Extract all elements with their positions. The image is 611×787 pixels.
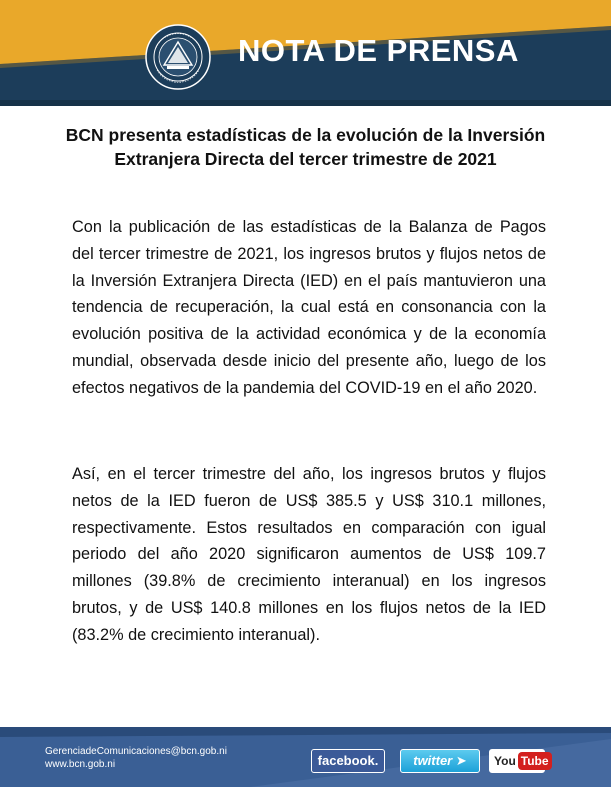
bcn-seal-logo [145, 24, 211, 90]
youtube-label-tube: Tube [518, 752, 552, 770]
press-release-headline: BCN presenta estadísticas de la evolución de la Inversión Extranjera Directa del tercer trimestre de 2021 [65, 125, 546, 169]
twitter-bird-icon: ➤ [455, 753, 467, 768]
youtube-button[interactable] [489, 749, 549, 773]
body-paragraph-1: Con la publicación de las estadísticas de la Balanza de Pagos del tercer trimestre de 2021, los ingresos brutos y flujos netos de la Inversión Extranjera Directa (IED) en el país mantuvieron una tendencia de recuperación, la cual está en consonancia con la evolución positiva de la actividad económica y de la economía mundial, observada desde inicio del presente año, luego de los efectos negativos de la pandemia del COVID-19 en el año 2020. [72, 218, 546, 397]
email-link[interactable]: GerenciadeComunicaciones@bcn.gob.ni [45, 746, 227, 757]
youtube-label-you: You [494, 754, 516, 768]
facebook-button[interactable]: facebook. [311, 749, 385, 773]
twitter-button[interactable] [400, 749, 480, 773]
body-paragraph-2: Así, en el tercer trimestre del año, los ingresos brutos y flujos netos de la IED fueron de US$ 385.5 y US$ 310.1 millones, respectivamente. Estos resultados en comparación con igual periodo del año 2020 significaron aumentos de US$ 109.7 millones (39.8% de crecimiento interanual) en los ingresos brutos, y de US$ 140.8 millones en los flujos netos de la IED (83.2% de crecimiento interanual). [72, 465, 546, 644]
page-title: NOTA DE PRENSA [238, 33, 519, 68]
press-release-header [0, 0, 611, 106]
twitter-label: twitter [413, 753, 453, 768]
press-release-footer [0, 727, 611, 787]
footer-contacts [45, 745, 227, 771]
website-link[interactable]: www.bcn.gob.ni [45, 759, 116, 770]
